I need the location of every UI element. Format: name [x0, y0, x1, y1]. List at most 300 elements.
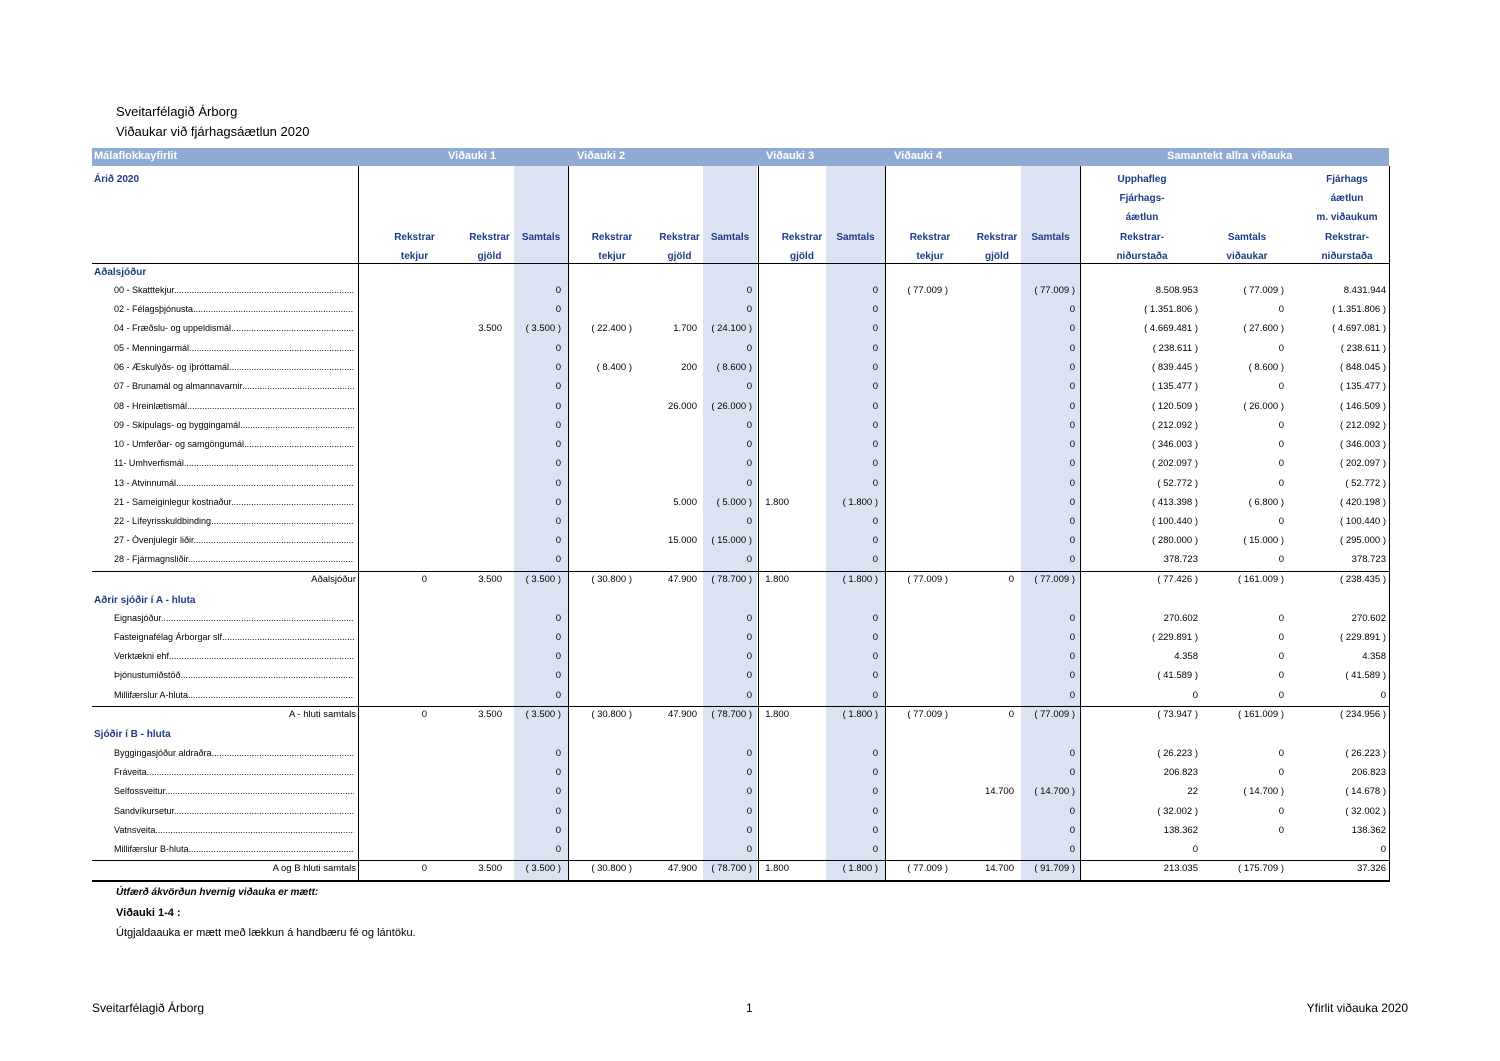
section-adalsjodur: Aðalsjóður — [94, 267, 147, 278]
org-title: Sveitarfélagið Árborg — [116, 104, 238, 119]
cell: ( 229.891 ) — [1340, 632, 1386, 643]
cell: 1.800 — [765, 863, 789, 874]
cell: ( 77.009 ) — [907, 709, 948, 720]
total-label: Aðalsjóður — [311, 574, 356, 585]
cell: ( 100.440 ) — [1340, 516, 1386, 527]
cell: 0 — [1069, 362, 1075, 373]
cell: 3.500 — [478, 574, 502, 585]
cell: 0 — [872, 304, 878, 315]
cell: ( 41.589 ) — [1345, 670, 1386, 681]
cell: 0 — [1278, 825, 1284, 836]
total-rule — [92, 571, 1389, 572]
cell: 0 — [555, 613, 561, 624]
cell: ( 15.000 ) — [1243, 535, 1284, 546]
cell: 0 — [1069, 535, 1075, 546]
cell: ( 346.003 ) — [1340, 439, 1386, 450]
cell: 0 — [1069, 439, 1075, 450]
cell: 8.508.953 — [1155, 285, 1198, 296]
cell: 15.000 — [667, 535, 697, 546]
cell: 0 — [872, 786, 878, 797]
cell: ( 32.002 ) — [1345, 806, 1386, 817]
row-label: Millifærslur B-hluta ..... — [114, 844, 354, 854]
cell: 3.500 — [478, 323, 502, 334]
total-label: A - hluti samtals — [288, 709, 356, 720]
cell: ( 77.009 ) — [907, 574, 948, 585]
header-rule — [92, 263, 1389, 264]
cell: 0 — [872, 651, 878, 662]
cell: 0 — [1192, 844, 1198, 855]
cell: ( 238.611 ) — [1340, 343, 1386, 354]
cell: 0 — [746, 825, 752, 836]
cell: 0 — [872, 420, 878, 431]
ch-v1-tekjur-2: tekjur — [400, 251, 429, 262]
cell: 0 — [872, 478, 878, 489]
cell: ( 3.500 ) — [525, 709, 561, 720]
cell: ( 26.000 ) — [1243, 401, 1284, 412]
note-text: Útgjaldaauka er mætt með lækkun á handbæru fé og lántöku. — [116, 927, 416, 939]
cell: 0 — [1278, 613, 1284, 624]
cell: 0 — [1069, 343, 1075, 354]
cell: ( 3.500 ) — [525, 863, 561, 874]
cell: 0 — [1069, 613, 1075, 624]
cell: 0 — [1278, 458, 1284, 469]
cell: ( 91.709 ) — [1034, 863, 1075, 874]
cell: ( 346.003 ) — [1152, 439, 1198, 450]
cell: 0 — [1069, 554, 1075, 565]
cell: 206.823 — [1351, 767, 1386, 778]
cell: ( 1.800 ) — [842, 863, 878, 874]
cell: 0 — [421, 863, 427, 874]
cell: 0 — [555, 670, 561, 681]
cell: 0 — [1069, 748, 1075, 759]
cell: 0 — [746, 458, 752, 469]
cell: 0 — [555, 554, 561, 565]
cell: 0 — [1069, 478, 1075, 489]
cell: 206.823 — [1163, 767, 1198, 778]
ch-v2-tekjur-1: Rekstrar — [591, 232, 633, 243]
cell: ( 52.772 ) — [1157, 478, 1198, 489]
cell: 0 — [1069, 381, 1075, 392]
cell: 0 — [872, 516, 878, 527]
cell: 0 — [746, 806, 752, 817]
cell: 0 — [746, 632, 752, 643]
cell: ( 238.611 ) — [1152, 343, 1198, 354]
cell: 0 — [872, 690, 878, 701]
cell: ( 3.500 ) — [525, 323, 561, 334]
ch-samtals-vidaukar-2: viðaukar — [1226, 251, 1268, 262]
cell: 0 — [555, 535, 561, 546]
budget-table — [92, 148, 1389, 888]
row-label: 28 - Fjármagnsliðir ..... — [114, 554, 354, 564]
bottom-rule — [92, 880, 1389, 882]
cell: 0 — [872, 458, 878, 469]
cell: ( 100.440 ) — [1152, 516, 1198, 527]
cell: 0 — [1008, 709, 1014, 720]
cell: ( 41.589 ) — [1157, 670, 1198, 681]
cell: 0 — [555, 458, 561, 469]
cell: ( 22.400 ) — [591, 323, 632, 334]
cell: 0 — [1069, 651, 1075, 662]
ch-upphafleg-5: niðurstaða — [1116, 251, 1168, 262]
row-label: 09 - Skipulags- og byggingamál ..... — [114, 420, 354, 430]
cell: 200 — [681, 362, 697, 373]
cell: 0 — [1278, 806, 1284, 817]
cell: 0 — [1069, 323, 1075, 334]
cell: 0 — [555, 478, 561, 489]
ch-v4-tekjur-2: tekjur — [916, 251, 944, 262]
cell: 0 — [555, 767, 561, 778]
cell: ( 212.092 ) — [1340, 420, 1386, 431]
cell: ( 229.891 ) — [1152, 632, 1198, 643]
cell: 0 — [872, 806, 878, 817]
row-label: Þjónustumiðstöð ..... — [114, 670, 354, 680]
ch-v1-samtals: Samtals — [521, 232, 561, 243]
header-v1: Viðauki 1 — [448, 150, 497, 162]
cell: 0 — [1278, 670, 1284, 681]
cell: 0 — [555, 362, 561, 373]
cell: ( 280.000 ) — [1152, 535, 1198, 546]
cell: 0 — [1069, 401, 1075, 412]
cell: 0 — [555, 439, 561, 450]
cell: 0 — [746, 285, 752, 296]
cell: ( 135.477 ) — [1340, 381, 1386, 392]
cell: ( 1.351.806 ) — [1144, 304, 1198, 315]
cell: 0 — [1069, 690, 1075, 701]
cell: 5.000 — [673, 497, 697, 508]
cell: 0 — [1069, 844, 1075, 855]
ch-fjarhags-4: Rekstrar- — [1325, 232, 1369, 243]
row-label: 04 - Fræðslu- og uppeldismál ..... — [114, 323, 354, 333]
cell: ( 52.772 ) — [1345, 478, 1386, 489]
cell: 0 — [1069, 825, 1075, 836]
cell: 0 — [1278, 478, 1284, 489]
ch-fjarhags-2: áætlun — [1330, 193, 1364, 204]
cell: 0 — [555, 381, 561, 392]
cell: 0 — [1278, 343, 1284, 354]
cell: 0 — [555, 690, 561, 701]
cell: 0 — [872, 613, 878, 624]
cell: ( 8.400 ) — [596, 362, 632, 373]
col-divider — [1080, 166, 1081, 882]
cell: 0 — [555, 825, 561, 836]
footer-left: Sveitarfélagið Árborg — [92, 1001, 205, 1015]
header-v3: Viðauki 3 — [766, 150, 815, 162]
cell: 47.900 — [667, 863, 697, 874]
row-label: 27 - Óvenjulegir liðir ..... — [114, 535, 354, 545]
cell: ( 6.800 ) — [1248, 497, 1284, 508]
cell: ( 161.009 ) — [1238, 709, 1284, 720]
cell: 0 — [1278, 420, 1284, 431]
cell: 0 — [746, 767, 752, 778]
cell: 8.431.944 — [1343, 285, 1386, 296]
cell: ( 14.700 ) — [1034, 786, 1075, 797]
cell: 22 — [1187, 786, 1198, 797]
row-label: 13 - Atvinnumál ..... — [114, 478, 354, 488]
cell: ( 14.700 ) — [1243, 786, 1284, 797]
cell: 37.326 — [1356, 863, 1386, 874]
col-divider — [1389, 166, 1390, 882]
cell: 0 — [1278, 516, 1284, 527]
cell: ( 234.956 ) — [1340, 709, 1386, 720]
cell: ( 8.600 ) — [1248, 362, 1284, 373]
cell: 0 — [872, 844, 878, 855]
cell: 14.700 — [984, 863, 1014, 874]
cell: ( 4.669.481 ) — [1144, 323, 1198, 334]
cell: 0 — [746, 690, 752, 701]
cell: ( 3.500 ) — [525, 574, 561, 585]
cell: 0 — [1380, 844, 1386, 855]
year-label: Árið 2020 — [94, 174, 140, 185]
header-col0: Málaflokkayfirlit — [94, 150, 178, 162]
cell: 0 — [555, 343, 561, 354]
cell: 1.800 — [765, 574, 789, 585]
cell: 270.602 — [1163, 613, 1198, 624]
cell: ( 839.445 ) — [1152, 362, 1198, 373]
cell: ( 202.097 ) — [1152, 458, 1198, 469]
ch-v4-tekjur-1: Rekstrar — [909, 232, 951, 243]
cell: 0 — [872, 285, 878, 296]
cell: 0 — [1069, 497, 1075, 508]
cell: ( 77.009 ) — [1034, 574, 1075, 585]
cell: ( 4.697.081 ) — [1332, 323, 1386, 334]
cell: 0 — [1278, 767, 1284, 778]
col-divider — [885, 166, 886, 882]
ch-v4-samtals: Samtals — [1031, 232, 1070, 243]
cell: 3.500 — [478, 709, 502, 720]
cell: 0 — [555, 651, 561, 662]
cell: 270.602 — [1351, 613, 1386, 624]
cell: ( 161.009 ) — [1238, 574, 1284, 585]
cell: 213.035 — [1163, 863, 1198, 874]
cell: ( 238.435 ) — [1340, 574, 1386, 585]
cell: ( 26.223 ) — [1157, 748, 1198, 759]
note-subheading: Viðauki 1-4 : — [116, 907, 181, 919]
cell: ( 78.700 ) — [711, 863, 752, 874]
cell: 0 — [555, 420, 561, 431]
cell: ( 77.009 ) — [1034, 285, 1075, 296]
cell: 0 — [1069, 632, 1075, 643]
cell: 0 — [746, 786, 752, 797]
total-label: A og B hluti samtals — [272, 863, 356, 874]
ch-v1-gjold-2: gjöld — [477, 251, 502, 262]
cell: 0 — [1278, 651, 1284, 662]
doc-subtitle: Viðaukar við fjárhagsáætlun 2020 — [116, 124, 310, 139]
cell: ( 77.009 ) — [907, 285, 948, 296]
cell: ( 295.000 ) — [1340, 535, 1386, 546]
ch-v4-gjold-2: gjöld — [985, 251, 1009, 262]
cell: 4.358 — [1362, 651, 1386, 662]
cell: 47.900 — [667, 709, 697, 720]
row-label: 00 - Skatttekjur ..... — [114, 285, 354, 295]
cell: ( 77.009 ) — [907, 863, 948, 874]
cell: 0 — [1069, 458, 1075, 469]
cell: ( 1.800 ) — [842, 574, 878, 585]
header-summary: Samantekt allra viðauka — [1167, 150, 1293, 162]
cell: 0 — [555, 806, 561, 817]
row-label: 11- Umhverfismál ..... — [114, 458, 354, 468]
cell: ( 8.600 ) — [716, 362, 752, 373]
cell: ( 77.009 ) — [1034, 709, 1075, 720]
cell: 0 — [555, 497, 561, 508]
cell: ( 420.198 ) — [1340, 497, 1386, 508]
cell: ( 202.097 ) — [1340, 458, 1386, 469]
cell: ( 175.709 ) — [1238, 863, 1284, 874]
cell: 0 — [746, 748, 752, 759]
page-number: 1 — [746, 1001, 753, 1015]
cell: ( 848.045 ) — [1340, 362, 1386, 373]
cell: 0 — [555, 285, 561, 296]
cell: 0 — [872, 535, 878, 546]
header-v2: Viðauki 2 — [577, 150, 626, 162]
cell: 1.800 — [765, 497, 789, 508]
cell: ( 212.092 ) — [1152, 420, 1198, 431]
cell: ( 78.700 ) — [711, 574, 752, 585]
row-label: 02 - Félagsþjónusta ..... — [114, 304, 354, 314]
row-label: Sandvíkursetur ..... — [114, 806, 354, 816]
cell: 0 — [746, 670, 752, 681]
ch-upphafleg-2: Fjárhags- — [1119, 193, 1165, 204]
ch-v3-gjold-1: Rekstrar — [781, 232, 823, 243]
cell: ( 32.002 ) — [1157, 806, 1198, 817]
ch-v2-samtals: Samtals — [710, 232, 750, 243]
cell: 0 — [746, 516, 752, 527]
col-divider — [358, 166, 359, 882]
ch-v3-samtals: Samtals — [836, 232, 875, 243]
cell: 0 — [872, 381, 878, 392]
note-heading: Útfærð ákvörðun hvernig viðauka er mætt: — [116, 887, 319, 898]
ch-fjarhags-1: Fjárhags — [1326, 174, 1368, 185]
cell: 0 — [746, 381, 752, 392]
cell: 0 — [872, 670, 878, 681]
cell: 0 — [746, 844, 752, 855]
ch-fjarhags-5: niðurstaða — [1321, 251, 1373, 262]
cell: ( 135.477 ) — [1152, 381, 1198, 392]
ch-upphafleg-3: áætlun — [1125, 212, 1159, 223]
cell: 0 — [1278, 632, 1284, 643]
cell: ( 1.800 ) — [842, 497, 878, 508]
col-divider — [568, 166, 569, 882]
row-label: 07 - Brunamál og almannavarnir ..... — [114, 381, 354, 391]
cell: 0 — [746, 420, 752, 431]
cell: 0 — [872, 323, 878, 334]
cell: 0 — [1069, 516, 1075, 527]
cell: ( 78.700 ) — [711, 709, 752, 720]
cell: 26.000 — [667, 401, 697, 412]
cell: ( 27.600 ) — [1243, 323, 1284, 334]
cell: 0 — [872, 632, 878, 643]
ch-upphafleg-4: Rekstrar- — [1120, 232, 1164, 243]
ch-v3-gjold-2: gjöld — [790, 251, 814, 262]
cell: 0 — [746, 478, 752, 489]
ch-v1-gjold-1: Rekstrar — [469, 232, 510, 243]
cell: 47.900 — [667, 574, 697, 585]
row-label: Vatnsveita ..... — [114, 825, 354, 835]
row-label: 22 - Lífeyrisskuldbinding ..... — [114, 516, 354, 526]
cell: 0 — [746, 304, 752, 315]
total-rule — [92, 706, 1389, 707]
ch-fjarhags-3: m. viðaukum — [1316, 212, 1378, 223]
cell: ( 413.398 ) — [1152, 497, 1198, 508]
cell: 0 — [421, 709, 427, 720]
row-label: 06 - Æskulýðs- og íþróttamál ..... — [114, 362, 354, 372]
cell: 378.723 — [1163, 554, 1198, 565]
cell: 0 — [1008, 574, 1014, 585]
cell: ( 26.223 ) — [1345, 748, 1386, 759]
cell: 0 — [872, 362, 878, 373]
row-label: 05 - Menningarmál ..... — [114, 343, 354, 353]
cell: 0 — [1069, 767, 1075, 778]
cell: 138.362 — [1163, 825, 1198, 836]
cell: 0 — [872, 825, 878, 836]
cell: ( 30.800 ) — [591, 709, 632, 720]
cell: 0 — [1278, 554, 1284, 565]
cell: 138.362 — [1351, 825, 1386, 836]
cell: 1.700 — [673, 323, 697, 334]
cell: 0 — [555, 844, 561, 855]
row-label: Selfossveitur ..... — [114, 786, 354, 796]
cell: 0 — [746, 613, 752, 624]
cell: 0 — [1278, 748, 1284, 759]
cell: 0 — [555, 401, 561, 412]
cell: 0 — [555, 516, 561, 527]
cell: 0 — [421, 574, 427, 585]
cell: 0 — [1278, 439, 1284, 450]
cell: 0 — [1278, 381, 1284, 392]
cell: 0 — [555, 786, 561, 797]
cell: 0 — [746, 343, 752, 354]
row-label: 08 - Hreinlætismál ..... — [114, 401, 354, 411]
cell: 0 — [1380, 690, 1386, 701]
cell: ( 30.800 ) — [591, 574, 632, 585]
cell: ( 77.009 ) — [1243, 285, 1284, 296]
row-label: 10 - Umferðar- og samgöngumál ..... — [114, 439, 354, 449]
cell: 0 — [1069, 420, 1075, 431]
header-band — [92, 148, 1389, 166]
cell: 3.500 — [478, 863, 502, 874]
ch-upphafleg-1: Upphafleg — [1117, 174, 1167, 185]
header-v4: Viðauki 4 — [894, 150, 943, 162]
row-label: Verktækni ehf ..... — [114, 651, 354, 661]
ch-samtals-vidaukar-1: Samtals — [1227, 232, 1267, 243]
ch-v4-gjold-1: Rekstrar — [976, 232, 1018, 243]
cell: 0 — [1069, 670, 1075, 681]
ch-v2-tekjur-2: tekjur — [598, 251, 626, 262]
row-label: Byggingasjóður aldraðra ..... — [114, 748, 354, 758]
cell: 0 — [555, 748, 561, 759]
cell: 0 — [1069, 806, 1075, 817]
cell: ( 24.100 ) — [711, 323, 752, 334]
cell: 0 — [746, 439, 752, 450]
section-b-hluta: Sjóðir í B - hluta — [94, 729, 171, 740]
cell: 0 — [1192, 690, 1198, 701]
row-label: Fasteignafélag Árborgar slf ..... — [114, 632, 354, 642]
cell: ( 120.509 ) — [1152, 401, 1198, 412]
cell: ( 14.678 ) — [1345, 786, 1386, 797]
cell: 0 — [746, 651, 752, 662]
cell: ( 15.000 ) — [711, 535, 752, 546]
col-divider — [758, 166, 759, 882]
cell: 0 — [1278, 690, 1284, 701]
row-label: Millifærslur A-hluta ..... — [114, 690, 354, 700]
row-label: Fráveita ..... — [114, 767, 354, 777]
cell: 0 — [872, 439, 878, 450]
cell: 0 — [872, 554, 878, 565]
cell: 0 — [872, 401, 878, 412]
cell: 0 — [1069, 304, 1075, 315]
cell: ( 5.000 ) — [716, 497, 752, 508]
row-label: Eignasjóður ..... — [114, 613, 354, 623]
ch-v2-gjold-1: Rekstrar — [659, 232, 700, 243]
